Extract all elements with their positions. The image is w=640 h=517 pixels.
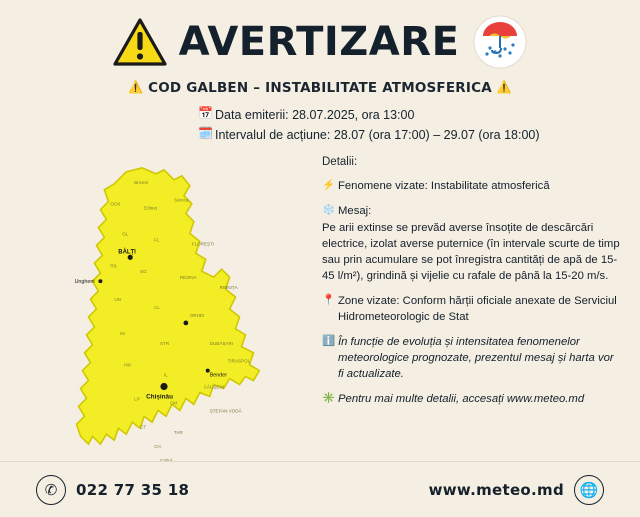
svg-text:CĂUȘENI: CĂUȘENI [203,384,225,390]
svg-text:Chișinău: Chișinău [146,393,173,401]
warning-small-icon-right: ⚠️ [496,80,512,94]
info-icon: ℹ️ [322,334,336,347]
action-interval-text: Intervalul de acțiune: 28.07 (ora 17:00) – 29.07 (ora 18:00) [215,128,540,143]
svg-text:REZINA: REZINA [179,275,197,281]
svg-text:CT: CT [140,424,147,430]
svg-text:RIBNIȚA: RIBNIȚA [219,285,238,291]
phone-number: 022 77 35 18 [76,480,190,499]
poster-header [0,0,640,78]
detail-update-note [322,334,622,382]
globe-icon: 🌐 [574,475,604,505]
svg-text:CH: CH [154,444,161,450]
detail-message-text: Pe arii extinse se prevăd averse însoțite de descărcări electrice, izolat averse puternice (în intervale scurte de timp sau prin acumulare se pot înregistra cantități de apă de 15-45 l/m²), grindină și vijelie cu rafale de până la 15-20 m/s. [322,221,620,282]
issue-info-block [0,106,640,144]
poster-footer [0,461,640,517]
svg-text:DUBĂSARI: DUBĂSARI [209,341,234,347]
svg-text:HN: HN [124,362,131,368]
map-pin-icon: 📍 [322,293,336,306]
svg-text:UN: UN [114,297,121,303]
detail-zones [322,293,622,325]
svg-text:RS: RS [110,263,117,269]
detail-more-info-text: Pentru mai multe detalii, accesați www.meteo.md [338,392,585,405]
details-column [314,150,626,466]
website-group[interactable] [429,475,604,505]
svg-text:Briceni: Briceni [134,180,149,186]
issue-date-line [198,106,620,124]
svg-text:STR: STR [160,341,170,347]
svg-text:FLOREȘTI: FLOREȘTI [191,241,215,247]
lightning-icon: ⚡ [322,178,336,191]
asterisk-icon: ✳️ [322,391,336,404]
svg-text:Ungheni: Ungheni [74,279,95,286]
calendar-clock-icon: 🗓️ [198,126,213,141]
svg-text:ȘTEFAN VODĂ: ȘTEFAN VODĂ [209,408,242,414]
phone-icon: ✆ [36,475,66,505]
svg-text:GL: GL [122,231,129,237]
action-interval-line [198,126,620,144]
website-url: www.meteo.md [428,480,564,499]
detail-more-info [322,391,622,407]
page-title: AVERTIZARE [178,19,460,65]
snowflake-icon: ❄️ [322,203,336,216]
svg-text:NI: NI [120,331,125,337]
svg-text:LP: LP [134,396,140,402]
detail-zones-text: Zone vizate: Conform hărții oficiale anexate de Serviciul Hidrometeorologic de Stat [338,294,617,323]
svg-text:TAR: TAR [173,430,183,436]
warning-small-icon-left: ⚠️ [128,80,144,94]
poster-body [0,146,640,466]
meteo-umbrella-logo [473,15,527,69]
svg-text:TIRASPOL: TIRASPOL [227,358,251,364]
detail-message-head: Mesaj: [338,204,372,217]
detail-phenomena-text: Fenomene vizate: Instabilitate atmosferică [338,179,550,192]
alert-code-subtitle [0,80,640,96]
alert-code-text: COD GALBEN – INSTABILITATE ATMOSFERICA [148,80,492,96]
svg-text:ORHEI: ORHEI [189,313,205,319]
moldova-shape [74,168,260,444]
svg-text:Soroca: Soroca [173,197,189,203]
svg-text:Bender: Bender [209,372,228,379]
svg-text:IL: IL [164,372,168,378]
svg-text:FL: FL [154,237,160,243]
svg-text:BĂLȚI: BĂLȚI [118,249,136,256]
details-heading: Detalii: [322,156,358,169]
warning-triangle-icon [113,18,167,66]
moldova-map [14,150,314,466]
calendar-icon: 📅 [198,106,213,120]
svg-text:CM: CM [169,400,178,406]
svg-text:SG: SG [140,269,147,275]
svg-text:CL: CL [154,305,160,311]
detail-message [322,203,622,219]
phone-group[interactable] [36,475,189,505]
detail-update-note-text: În funcție de evoluția și intensitatea fenomenelor meteorologice prognozate, prezentul mesaj și harta vor fi actualizate. [338,335,614,380]
svg-text:Edineț: Edineț [144,205,158,211]
issue-date-text: Data emiterii: 28.07.2025, ora 13:00 [215,108,415,122]
detail-message-body [322,220,622,284]
detail-phenomena [322,178,622,194]
svg-text:OCN: OCN [110,201,121,207]
